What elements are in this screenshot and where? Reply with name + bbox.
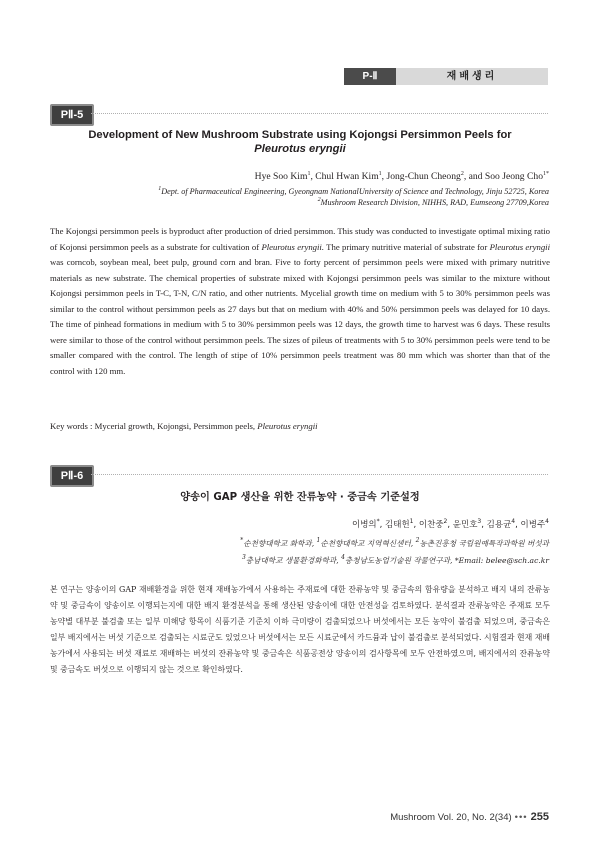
- affiliation-text: Mushroom Research Division, NIHHS, RAD, Eumseong 27709,Korea: [320, 198, 549, 207]
- author-sup: 2: [460, 171, 464, 177]
- author-name: Soo Jeong Cho: [484, 171, 543, 182]
- abstract-text: The Kojongsi persimmon peels is byproduct after production of dried persimmon. This study was conducted to investigate optimal mixing ratio of Kojonsi persimmon peels as a substrate for cultivation of: [50, 226, 550, 252]
- abstract-code: PⅡ-5: [50, 104, 94, 126]
- paper-title-main: Development of New Mushroom Substrate using Kojongsi Persimmon Peels for: [88, 129, 512, 141]
- paper-title-species: Pleurotus eryngii: [254, 143, 346, 155]
- affiliation-text: 농촌진흥청 국립원예특작과학원 버섯과: [419, 539, 549, 548]
- footer-dots: •••: [514, 812, 528, 823]
- affiliation-sup: 4: [341, 554, 345, 561]
- author-name: 윤민호: [452, 520, 478, 530]
- section-header: [344, 68, 548, 85]
- author-sup: 1: [378, 171, 382, 177]
- affiliation-sup: 2: [317, 197, 321, 203]
- author-sup: 1: [307, 171, 311, 177]
- affiliations: [240, 538, 549, 549]
- author-sup: *: [376, 518, 380, 525]
- affiliation-sup: 1: [316, 537, 321, 544]
- author-sup: 3: [477, 518, 482, 525]
- journal-info: Mushroom Vol. 20, No. 2(34): [390, 812, 512, 823]
- affiliation-sup: *: [240, 537, 244, 544]
- abstract-text: was corncob, soybean meal, beet pulp, ground corn and bran. Five to forty percent of persimmon peels were mixed with primary nutritive materials as new substrate. The chemical properties of substrate mixed with Kojongsi persimmon peels was similar to the mixture without Kojongsi persimmon peels in T-C, T-N, C/N ratio, and other nutrients. Mycelial growth time on medium with 5 to 30% persimmon peels was similar to the control without persimmon peels as 27 days but that on medium with 40% and 50% persimmon peels was delayed for 10 days. The time of pinhead formations in medium with 5 to 30% persimmon peels was 12 days, the growth time to harvest was 6 days. These results were similar to those of the control without persimmon peels. The sizes of pileus of treatments with 5 to 30% persimmon peels were tend to be smaller compared with the control. The length of stipe of 10% persimmon peels treatment was 80 mm which was shorter than that of the control with 120 mm.: [50, 257, 550, 376]
- author-list: Hye Soo Kim$^1$, Chul Hwan Kim$^1$, Jong-Chun Cheong$^2$, and Soo Jeong Cho$^{1*}$: [254, 171, 549, 182]
- paper-title: [50, 128, 550, 156]
- page-number: 255: [530, 811, 549, 823]
- author-name: Jong-Chun Cheong: [386, 171, 461, 182]
- author-name: Hye Soo Kim: [254, 171, 308, 182]
- affiliation-line: [158, 197, 549, 208]
- affiliation-sup: 2: [415, 537, 420, 544]
- species-name: Pleurotus eryngii: [489, 241, 551, 252]
- abstract-body: [50, 224, 550, 379]
- author-name: Chul Hwan Kim: [315, 171, 379, 182]
- divider: [91, 113, 548, 114]
- author-list: 이병의*, 김태헌$^1$, 이찬중$^2$, 윤민호$^3$, 김용균$^4$, 이병주$^4$: [351, 518, 549, 530]
- author-name: 이찬중: [418, 520, 444, 530]
- keywords-text: Mycerial growth, Kojongsi, Persimmon peels,: [94, 421, 258, 431]
- abstract-body: 본 연구는 양송이의 GAP 재배환경을 위한 현재 재배농가에서 사용하는 주재료에 대한 잔류농약 및 중금속의 함유량을 분석하고 배지 내의 잔류농약 및 중금속이 양송이로 이행되는지에 대한 배지 환경분석을 통해 생산된 양송이에 대한 안전성을 검토하였다. 분석결과 잔류농약은 주재료 모두 농약별 대부분 불검출 또는 일부 미해당 항목이 식품기준 기준치 이하 극미량이 검출되었으나 버섯에서는 모든 농약이 불검출 되었으며, 중금속은 일부 배지에서는 버섯 기준으로 검출되는 시료군도 있었으나 버섯에서는 모든 시료군에서 카드뮴과 납이 불검출로 분석되었다. 시험결과 현재 재배농가에서 사용되는 버섯 재료로 재배하는 버섯의 잔류농약 및 중금속은 식품공전상 양송이의 검사항목에 모두 안전하였으며, 배지에서의 잔류농약 및 중금속도 버섯으로 이행되지 않는 것으로 확인하였다.: [50, 585, 550, 674]
- author-sup: 1*: [543, 171, 549, 177]
- section-tag: P-Ⅱ: [344, 68, 396, 85]
- keywords: [50, 420, 550, 432]
- keywords-species: Pleurotus eryngii: [257, 421, 318, 431]
- abstract-text: The primary nutritive material of substrate for: [324, 241, 490, 252]
- author-name: 김용균: [486, 520, 512, 530]
- author-sup: 2: [443, 518, 448, 525]
- species-name: Pleurotus eryngii.: [261, 241, 325, 252]
- keywords-label: Key words :: [50, 421, 95, 431]
- author-name: 김태헌: [385, 520, 410, 530]
- divider: [91, 474, 548, 475]
- affiliation-text: 순천향대학교 화학과,: [243, 539, 317, 548]
- affiliations: [242, 555, 549, 566]
- affiliation-text: 충남대학교 생물환경화학과,: [245, 556, 342, 565]
- affiliation-line: [158, 186, 549, 197]
- affiliation-text: Dept. of Pharmaceutical Engineering, Gyeongnam NationalUniversity of Science and Technology, Jinju 52725, Korea: [161, 187, 549, 196]
- author-name: 이병의: [351, 520, 377, 530]
- affiliation-text: 순천향대학교 지역혁신센터,: [320, 539, 416, 548]
- page-footer: [390, 811, 549, 823]
- paper-title: 양송이 GAP 생산을 위한 잔류농약 · 중금속 기준설정: [180, 492, 420, 503]
- affiliation-sup: 3: [241, 554, 246, 561]
- section-title: 재배생리: [396, 68, 548, 85]
- author-sup: 4: [545, 518, 549, 525]
- author-sup: 1: [409, 518, 414, 525]
- abstract-code: PⅡ-6: [50, 465, 94, 487]
- author-name: 이병주: [520, 520, 546, 530]
- affiliation-sup: 1: [158, 186, 162, 192]
- author-sup: 4: [511, 518, 516, 525]
- affiliations: [158, 186, 549, 208]
- affiliation-text: 충청남도농업기술원 작물연구과, *Email: belee@sch.ac.kr: [344, 556, 549, 565]
